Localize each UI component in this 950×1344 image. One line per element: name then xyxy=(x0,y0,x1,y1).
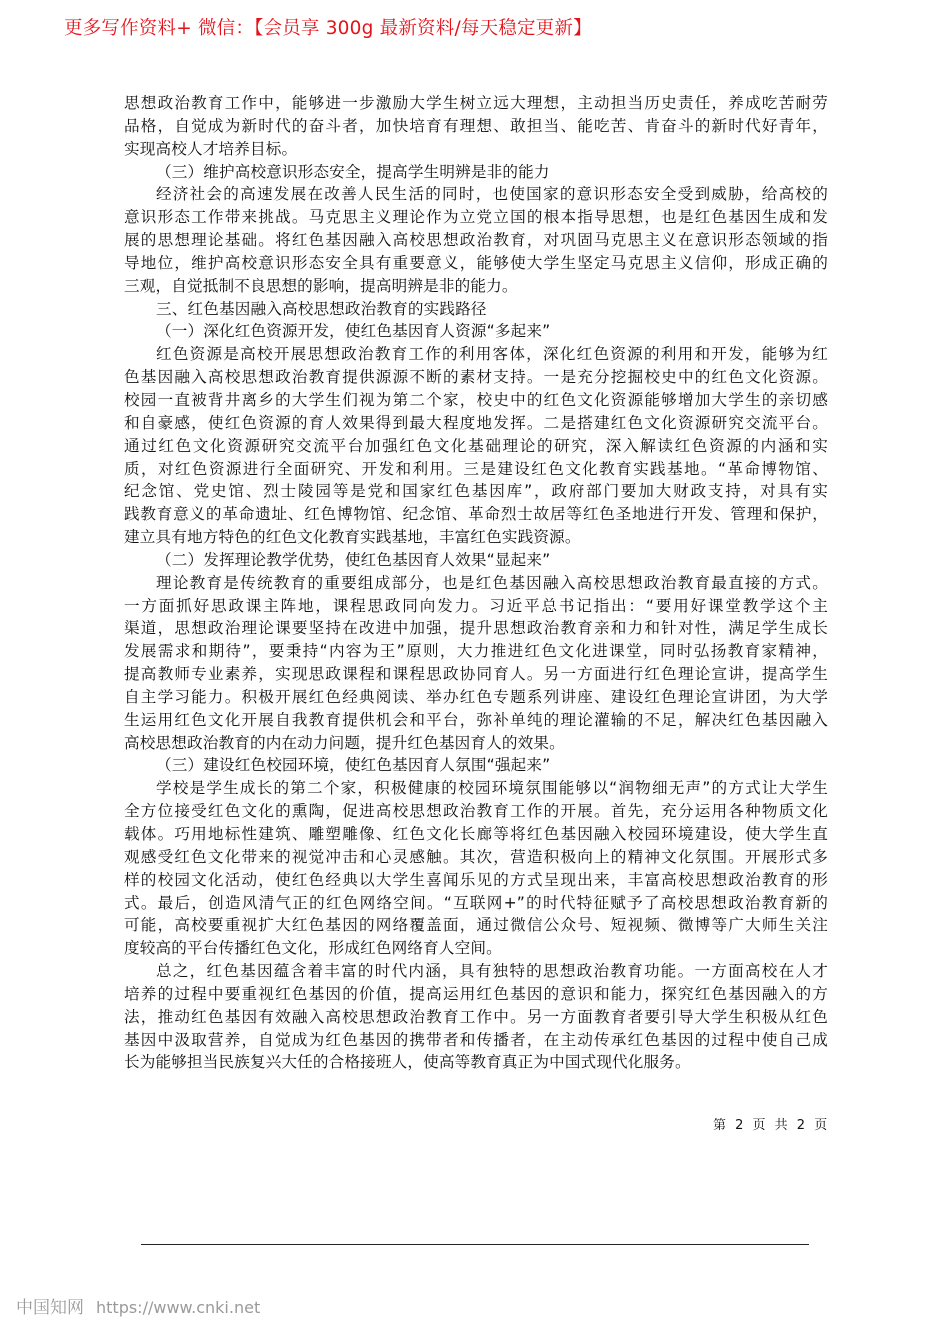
text-line: 可能，高校要重视扩大红色基因的网络覆盖面，通过微信公众号、短视频、微博等广大师生关注 xyxy=(124,916,828,935)
text-line: 渠道，思想政治理论课要坚持在改进中加强，提升思想政治教育亲和力和针对性，满足学生成长 xyxy=(124,619,828,638)
text-line: （一）深化红色资源开发，使红色基因育人资源“多起来” xyxy=(156,322,551,341)
text-line: 色基因融入高校思想政治教育提供源源不断的素材支持。一是充分挖掘校史中的红色文化资源。 xyxy=(124,368,828,387)
text-line: 长为能够担当民族复兴大任的合格接班人，使高等教育真正为中国式现代化服务。 xyxy=(124,1053,691,1072)
page-indicator: 第 2 页 共 2 页 xyxy=(713,1118,829,1133)
text-line: 发展需求和期待”，要秉持“内容为王”原则，大力推进红色文化进课堂，同时弘扬教育家精神， xyxy=(124,642,828,661)
text-line: 展的思想理论基础。将红色基因融入高校思想政治教育，对巩固马克思主义在意识形态领域的指 xyxy=(124,231,828,250)
watermark xyxy=(16,1293,260,1318)
text-line: 纪念馆、党史馆、烈士陵园等是党和国家红色基因库”，政府部门要加大财政支持，对具有实 xyxy=(124,482,828,501)
watermark-url: https://www.cnki.net xyxy=(96,1298,261,1317)
text-line: 样的校园文化活动，使红色经典以大学生喜闻乐见的方式呈现出来，丰富高校思想政治教育的形 xyxy=(124,870,828,889)
text-line: 式。最后，创造风清气正的红色网络空间。“互联网+”的时代特征赋予了高校思想政治教育新的 xyxy=(124,893,828,912)
text-line: 红色资源是高校开展思想政治教育工作的利用客体，深化红色资源的利用和开发，能够为红 xyxy=(156,345,828,364)
text-line: 思想政治教育工作中，能够进一步激励大学生树立远大理想，主动担当历史责任，养成吃苦耐劳 xyxy=(124,94,828,112)
text-line: 度较高的平台传播红色文化，形成红色网络育人空间。 xyxy=(124,939,502,958)
text-line: 质，对红色资源进行全面研究、开发和利用。三是建设红色文化教育实践基地。“革命博物馆、 xyxy=(124,459,828,478)
text-line: 高校思想政治教育的内在动力问题，提升红色基因育人的效果。 xyxy=(124,733,565,752)
text-line: 提高教师专业素养，实现思政课程和课程思政协同育人。另一方面进行红色理论宣讲，提高学生 xyxy=(124,665,828,684)
text-line: 三观，自觉抵制不良思想的影响，提高明辨是非的能力。 xyxy=(124,276,518,295)
text-line: 品格，自觉成为新时代的奋斗者，加快培育有理想、敢担当、能吃苦、肯奋斗的新时代好青年， xyxy=(124,116,828,135)
text-line: 全方位接受红色文化的熏陶，促进高校思想政治教育工作的开展。首先，充分运用各种物质文化 xyxy=(124,802,828,821)
text-line: （二）发挥理论教学优势，使红色基因育人效果“显起来” xyxy=(156,550,551,569)
text-line: 实现高校人才培养目标。 xyxy=(124,139,298,158)
text-line: 基因中汲取营养，自觉成为红色基因的携带者和传播者，在主动传承红色基因的过程中使自己成 xyxy=(124,1030,828,1049)
text-line: 校园一直被背井离乡的大学生们视为第二个家，校史中的红色文化资源能够增加大学生的亲切感 xyxy=(124,390,828,409)
text-line: 经济社会的高速发展在改善人民生活的同时，也使国家的意识形态安全受到威胁，给高校的 xyxy=(156,185,828,204)
text-line: 通过红色文化资源研究交流平台加强红色文化基础理论的研究，深入解读红色资源的内涵和实 xyxy=(124,436,828,455)
text-line: 建立具有地方特色的红色文化教育实践基地，丰富红色实践资源。 xyxy=(124,528,581,547)
footer-divider xyxy=(141,1244,809,1245)
text-line: 生运用红色文化开展自我教育提供机会和平台，弥补单纯的理论灌输的不足，解决红色基因融入 xyxy=(124,710,828,729)
text-line: 导地位，维护高校意识形态安全具有重要意义，能够使大学生坚定马克思主义信仰，形成正确的 xyxy=(124,253,828,272)
text-line: 培养的过程中要重视红色基因的价值，提高运用红色基因的意识和能力，探究红色基因融入的方 xyxy=(124,984,828,1003)
promo-banner: 更多写作资料+ 微信：【会员享 300g 最新资料/每天稳定更新】 xyxy=(64,18,592,39)
text-line: 法，推动红色基因有效融入高校思想政治教育工作中。另一方面教育者要引导大学生积极从红色 xyxy=(124,1007,828,1026)
text-line: 总之，红色基因蕴含着丰富的时代内涵，具有独特的思想政治教育功能。一方面高校在人才 xyxy=(156,962,828,981)
text-line: 载体。巧用地标性建筑、雕塑雕像、红色文化长廊等将红色基因融入校园环境建设，使大学生直 xyxy=(124,825,828,843)
text-line: 理论教育是传统教育的重要组成部分，也是红色基因融入高校思想政治教育最直接的方式。 xyxy=(156,573,828,592)
text-line: （三）维护高校意识形态安全，提高学生明辨是非的能力 xyxy=(156,162,550,181)
document-body xyxy=(124,92,828,1074)
text-line: 三、红色基因融入高校思想政治教育的实践路径 xyxy=(156,299,487,318)
text-line: （三）建设红色校园环境，使红色基因育人氛围“强起来” xyxy=(156,756,551,775)
text-line: 一方面抓好思政课主阵地，课程思政同向发力。习近平总书记指出：“要用好课堂教学这个主 xyxy=(124,596,828,615)
text-line: 和自豪感，使红色资源的育人效果得到最大程度地发挥。二是搭建红色文化资源研究交流平台。 xyxy=(124,413,828,432)
text-line: 意识形态工作带来挑战。马克思主义理论作为立党立国的根本指导思想，也是红色基因生成和发 xyxy=(124,208,828,227)
text-line: 践教育意义的革命遗址、红色博物馆、纪念馆、革命烈士故居等红色圣地进行开发、管理和保护， xyxy=(124,505,828,524)
text-line: 自主学习能力。积极开展红色经典阅读、举办红色专题系列讲座、建设红色理论宣讲团，为大学 xyxy=(124,687,828,706)
text-line: 观感受红色文化带来的视觉冲击和心灵感触。其次，营造积极向上的精神文化氛围。开展形式多 xyxy=(124,847,828,866)
watermark-brand: 中国知网 xyxy=(16,1298,84,1318)
text-line: 学校是学生成长的第二个家，积极健康的校园环境氛围能够以“润物细无声”的方式让大学生 xyxy=(156,779,828,798)
